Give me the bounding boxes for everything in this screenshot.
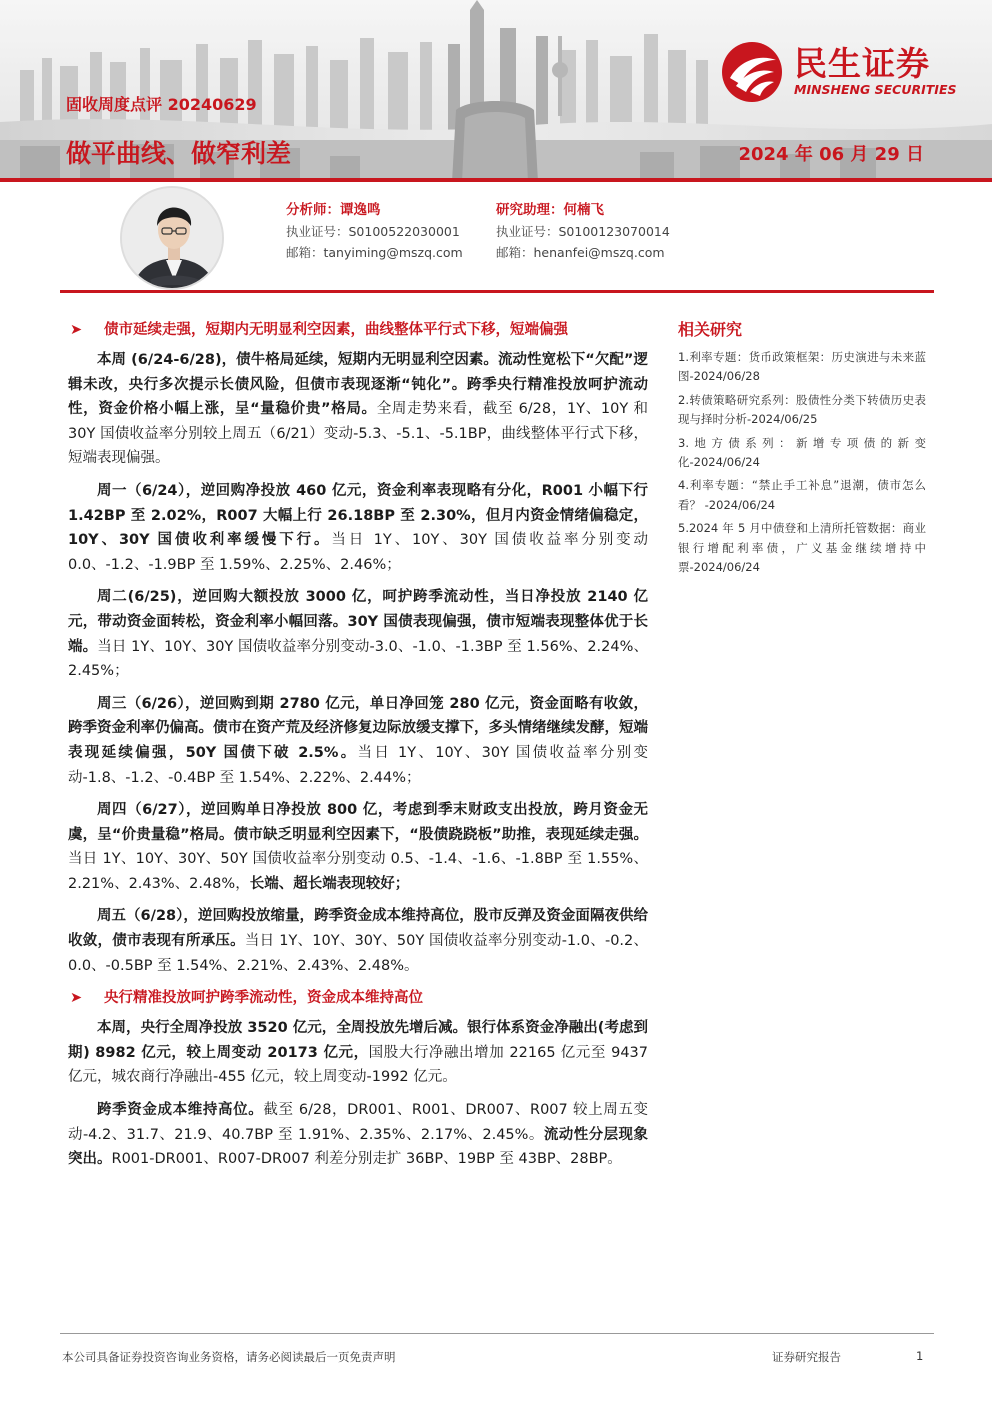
bold-text-run: 长端、超长端表现较好； [249, 875, 410, 892]
arrow-bullet-icon: ➤ [70, 990, 83, 1007]
body-paragraph [68, 904, 648, 978]
bold-text-run: 周五（6/28），逆回购投放缩量，跨季资金成本维持高位，股市反弹及资金面隔夜供给收敛，债市表现有所承压。 [68, 908, 648, 950]
bold-text-run: 周二(6/25)，逆回购大额投放 3000 亿，呵护跨季流动性，当日净投放 2140 亿元，带动资金面转松，资金利率小幅回落。30Y 国债表现偏强，债市短端表现整体优于长端。 [68, 589, 648, 655]
text-run: 当日 1Y、10Y、30Y 国债收益率分别变动 0.0、-1.2、-1.9BP 至 1.59%、2.25%、2.46%； [68, 532, 649, 573]
related-item[interactable]: 5.2024 年 5 月中债登和上清所托管数据：商业银行增配利率债，广义基金继续增持中票-2024/06/24 [678, 521, 926, 575]
text-run: 当日 1Y、10Y、30Y、50Y 国债收益率分别变动-1.0、-0.2、0.0、-0.5BP 至 1.54%、2.21%、2.43%、2.48%。 [68, 933, 648, 974]
related-item[interactable]: 2.转债策略研究系列：股债性分类下转债历史表现与择时分析-2024/06/25 [678, 392, 926, 427]
main-content [68, 318, 648, 1180]
assistant-name: 研究助理：何楠飞 [496, 202, 604, 218]
text-run: R001-DR001、R007-DR007 利差分别走扩 36BP、19BP 至 43BP、28BP。 [111, 1151, 622, 1168]
text-run: 当日 1Y、10Y、30Y、50Y 国债收益率分别变动 0.5、-1.4、-1.6、-1.8BP 至 1.55%、2.21%、2.43%、2.48%， [68, 851, 648, 892]
bold-text-run: 周四（6/27），逆回购单日净投放 800 亿，考虑到季末财政支出投放，跨月资金无虞，呈“价贵量稳”格局。债市缺乏明显利空因素下，“股债跷跷板”助推，表现延续走强。 [68, 802, 648, 843]
logo-english-name: MINSHENG SECURITIES [794, 82, 957, 97]
body-paragraph [68, 479, 648, 577]
body-paragraph [68, 798, 648, 896]
text-run: 全周走势来看，截至 6/28，1Y、10Y 和 30Y 国债收益率分别较上周五（6/21）变动-5.3、-5.1、-5.1BP，曲线整体平行式下移，短端表现偏强。 [68, 401, 648, 467]
related-item[interactable]: 4.利率专题：“禁止手工补息”退潮，债市怎么看？ -2024/06/24 [678, 478, 926, 512]
bold-text-run: 流动性分层现象突出。 [68, 1126, 648, 1168]
body-paragraph [68, 348, 648, 471]
assistant-info [496, 200, 670, 263]
text-run: 国股大行净融出增加 22165 亿元至 9437 亿元，城农商行净融出-455 亿元，较上周变动-1992 亿元。 [68, 1044, 649, 1086]
text-run: 截至 6/28，DR001、R001、DR007、R007 较上周五变动-4.2、31.7、21.9、40.7BP 至 1.91%、2.35%、2.17%、2.45%。 [68, 1102, 648, 1143]
arrow-bullet-icon: ➤ [70, 322, 83, 338]
footer-divider [60, 1333, 934, 1334]
author-divider [60, 290, 934, 293]
bold-text-run: 周三（6/26），逆回购到期 2780 亿元，单日净回笼 280 亿元，资金面略有收敛，跨季资金利率仍偏高。债市在资产荒及经济修复边际放缓支撑下，多头情绪继续发酵，短端表现延续偏强，50Y 国债下破 2.5%。 [68, 695, 648, 761]
body-paragraph [68, 1098, 648, 1172]
footer-report-type: 证券研究报告 [772, 1350, 841, 1364]
analyst-info [286, 200, 463, 263]
related-research-title: 相关研究 [678, 320, 743, 339]
text-run: 当日 1Y、10Y、30Y 国债收益率分别变动-1.8、-1.2、-0.4BP 至 1.54%、2.22%、2.44%； [68, 744, 648, 786]
text-run: 当日 1Y、10Y、30Y 国债收益率分别变动-3.0、-1.0、-1.3BP 至 1.56%、2.24%、2.45%； [68, 638, 648, 680]
analyst-avatar [120, 186, 224, 290]
logo-chinese-name: 民生证券 [794, 44, 930, 83]
section-heading-text: 央行精准投放呵护跨季流动性，资金成本维持高位 [104, 990, 423, 1007]
header-rule [0, 178, 992, 182]
report-date: 2024 年 06 月 29 日 [738, 144, 924, 165]
body-paragraph [68, 1016, 648, 1090]
assistant-email: 邮箱：henanfei@mszq.com [496, 245, 665, 260]
related-item[interactable]: 3.地方债系列：新增专项债的新变化-2024/06/24 [678, 435, 926, 470]
body-paragraph [68, 692, 648, 790]
report-series: 固收周度点评 20240629 [66, 95, 257, 114]
related-research [678, 318, 926, 581]
analyst-photo [122, 188, 224, 290]
page-number: 1 [916, 1349, 924, 1363]
brand-logo [720, 36, 970, 106]
bold-text-run: 周一（6/24），逆回购净投放 460 亿元，资金利率表现略有分化，R001 小幅下行 1.42BP 至 2.02%，R007 大幅上行 26.18BP 至 2.30%，但月内资金情绪偏稳定，10Y、30Y 国债收利率缓慢下行。 [68, 482, 648, 549]
section-heading [68, 318, 648, 342]
analyst-email: 邮箱：tanyiming@mszq.com [286, 245, 463, 260]
bold-text-run: 本周，央行全周净投放 3520 亿元，全周投放先增后减。银行体系资金净融出(考虑到期) 8982 亿元，较上周变动 20173 亿元， [68, 1020, 648, 1061]
section-heading [68, 986, 648, 1010]
body-paragraph [68, 585, 648, 683]
page-title: 做平曲线、做窄利差 [66, 139, 292, 168]
footer-disclaimer: 本公司具备证券投资咨询业务资格，请务必阅读最后一页免责声明 [62, 1350, 396, 1364]
section-heading-text: 债市延续走强，短期内无明显利空因素，曲线整体平行式下移，短端偏强 [104, 322, 568, 338]
minsheng-logo-icon [720, 40, 784, 104]
related-item[interactable]: 1.利率专题：货币政策框架：历史演进与未来蓝图-2024/06/28 [678, 350, 926, 384]
bold-text-run: 跨季资金成本维持高位。 [97, 1102, 264, 1119]
analyst-cert: 执业证号：S0100522030001 [286, 224, 460, 239]
bold-text-run: 本周 (6/24-6/28)，债牛格局延续，短期内无明显利空因素。流动性宽松下“欠配”逻辑未改，央行多次提示长债风险，但债市表现逐渐“钝化”。跨季央行精准投放呵护流动性，资金价格小幅上涨，呈“量稳价贵”格局。 [68, 352, 648, 418]
analyst-name: 分析师：谭逸鸣 [286, 202, 381, 218]
assistant-cert: 执业证号：S0100123070014 [496, 224, 670, 239]
